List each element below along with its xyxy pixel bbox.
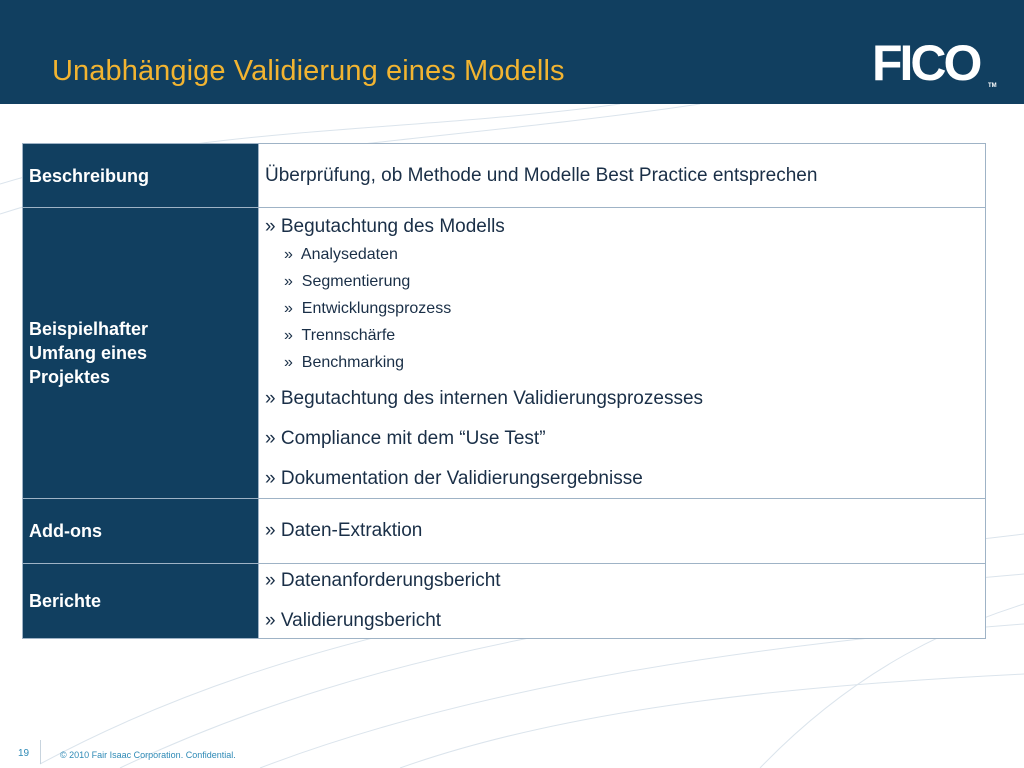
list-item: » Begutachtung des Modells bbox=[265, 216, 505, 237]
table-row bbox=[23, 564, 986, 639]
list-item: » Datenanforderungsbericht bbox=[265, 570, 501, 591]
sub-list-item: » Trennschärfe bbox=[284, 327, 396, 344]
label-line: Projektes bbox=[29, 367, 111, 387]
fico-logo: FICO bbox=[872, 35, 980, 91]
table-row bbox=[23, 144, 986, 208]
row-label-beschreibung: Beschreibung bbox=[23, 144, 259, 208]
row-content-umfang bbox=[259, 208, 986, 499]
slide-title: Unabhängige Validierung eines Modells bbox=[52, 55, 565, 87]
validation-table bbox=[22, 143, 986, 639]
row-content-add-ons bbox=[259, 499, 986, 564]
copyright-notice: © 2010 Fair Isaac Corporation. Confidential. bbox=[60, 750, 236, 760]
row-content-beschreibung: Überprüfung, ob Methode und Modelle Best Practice entsprechen bbox=[259, 144, 986, 208]
table-row bbox=[23, 499, 986, 564]
list-item: » Compliance mit dem “Use Test” bbox=[265, 428, 546, 449]
row-label-umfang bbox=[23, 208, 259, 499]
trademark-mark: TM bbox=[988, 83, 997, 89]
list-item: » Dokumentation der Validierungsergebnisse bbox=[265, 468, 643, 489]
sub-list-item: » Benchmarking bbox=[284, 354, 405, 371]
list-item: » Begutachtung des internen Validierungsprozesses bbox=[265, 388, 704, 409]
row-label-berichte: Berichte bbox=[23, 564, 259, 639]
table-row bbox=[23, 208, 986, 499]
sub-list-item: » Entwicklungsprozess bbox=[284, 300, 452, 317]
sub-list-item: » Segmentierung bbox=[284, 273, 411, 290]
label-line: Umfang eines bbox=[29, 343, 148, 363]
list-item: » Daten-Extraktion bbox=[265, 520, 423, 541]
label-line: Beispielhafter bbox=[29, 319, 149, 339]
list-item: » Validierungsbericht bbox=[265, 610, 442, 631]
row-content-berichte bbox=[259, 564, 986, 639]
row-label-add-ons: Add-ons bbox=[23, 499, 259, 564]
footer-divider bbox=[40, 740, 41, 764]
sub-list-item: » Analysedaten bbox=[284, 246, 398, 263]
header-bar bbox=[0, 0, 1024, 104]
page-number: 19 bbox=[18, 748, 30, 759]
